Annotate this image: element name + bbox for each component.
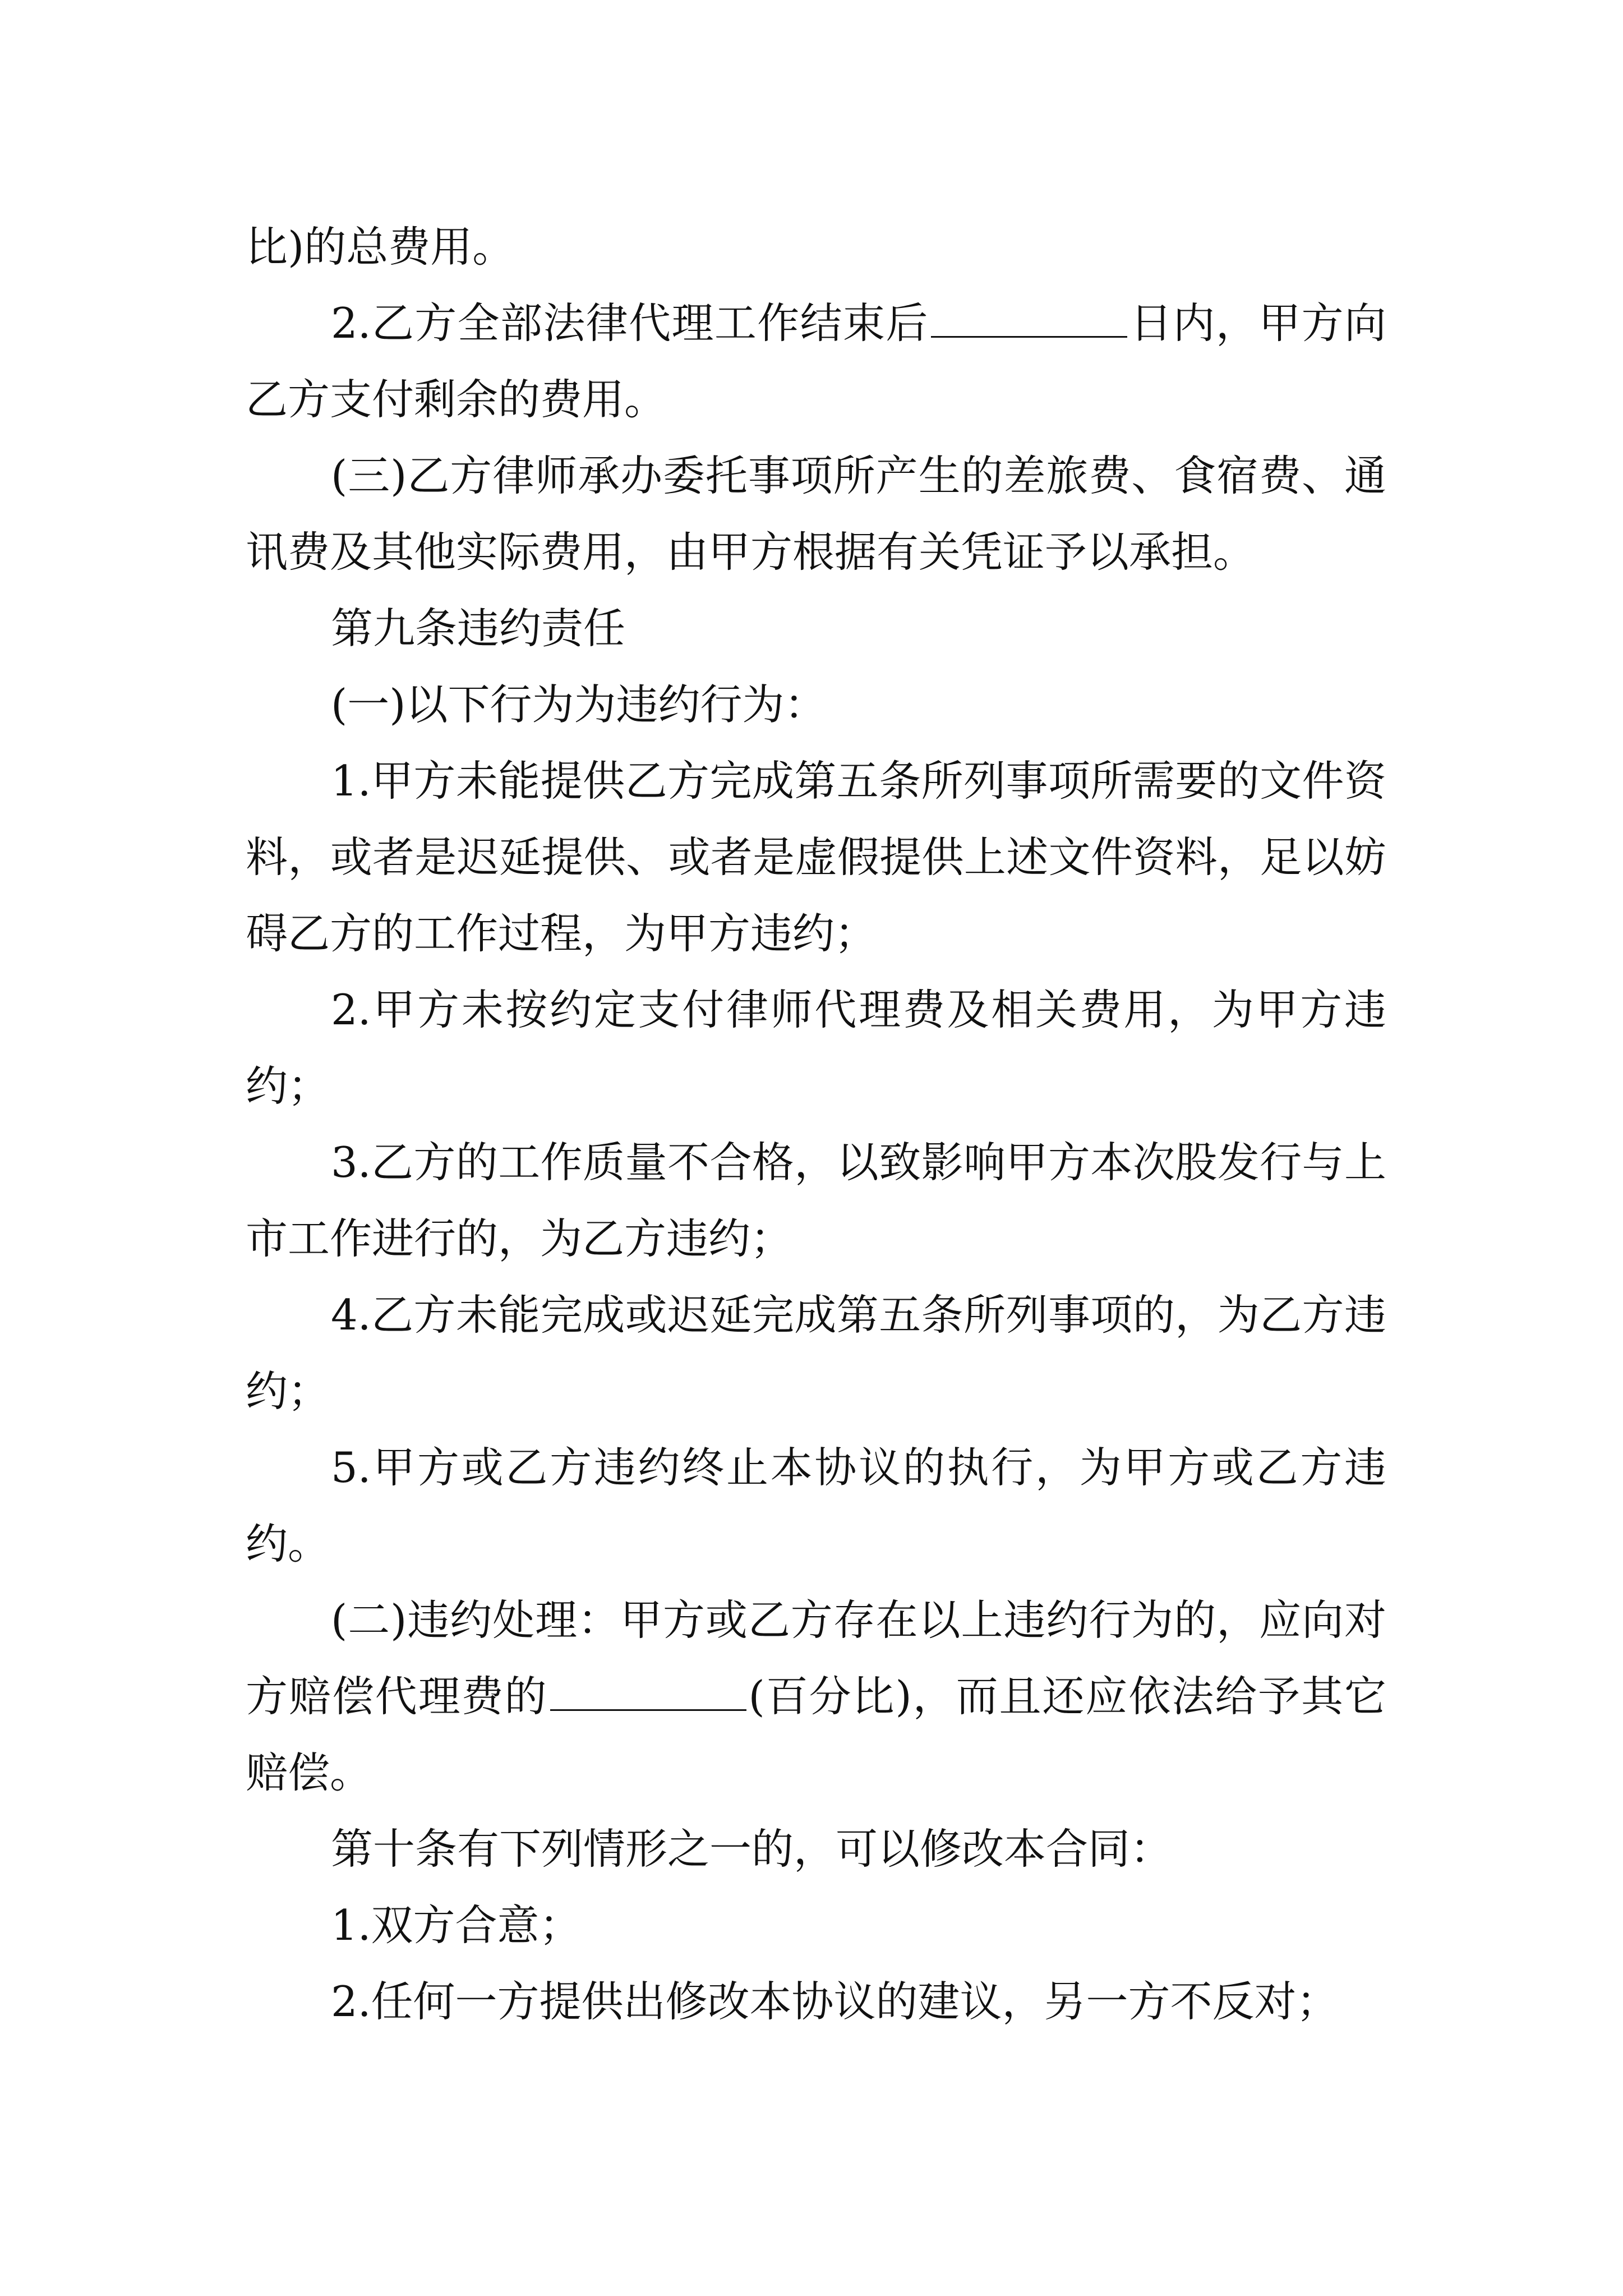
list-item-breach-2: 2.甲方未按约定支付律师代理费及相关费用，为甲方违约； (246, 985, 1386, 1111)
paragraph-breach-handling: (二)违约处理：甲方或乙方存在以上违约行为的，应向对方赔偿代理费的 (百分比)，而且还应依法给予其它赔偿。 (246, 1595, 1386, 1797)
list-item-modify-1: 1.双方合意； (331, 1901, 582, 1950)
blank-days-field (931, 294, 1127, 338)
list-item-breach-1: 1.甲方未能提供乙方完成第五条所列事项所需要的文件资料，或者是迟延提供、或者是虚假提供上述文件资料，足以妨碍乙方的工作过程，为甲方违约； (246, 756, 1386, 958)
list-item-breach-3: 3.乙方的工作质量不合格，以致影响甲方本次股发行与上市工作进行的，为乙方违约； (246, 1138, 1386, 1263)
contract-body (246, 209, 1386, 2040)
paragraph-breach-acts: (一)以下行为为违约行为： (331, 680, 827, 729)
blank-percentage-field (550, 1667, 746, 1711)
heading-article-ten: 第十条有下列情形之一的，可以修改本合同： (331, 1824, 1173, 1874)
list-item-breach-4: 4.乙方未能完成或迟延完成第五条所列事项的，为乙方违约； (246, 1290, 1386, 1416)
paragraph-expenses: (三)乙方律师承办委托事项所产生的差旅费、食宿费、通讯费及其他实际费用，由甲方根据有关凭证予以承担。 (246, 451, 1386, 577)
paragraph-remaining-payment: 2.乙方全部法律代理工作结束后 日内，甲方向乙方支付剩余的费用。 (246, 285, 1386, 438)
heading-article-nine: 第九条违约责任 (331, 604, 626, 653)
paragraph-fee-total: 比)的总费用。 (246, 222, 515, 272)
list-item-breach-5: 5.甲方或乙方违约终止本协议的执行，为甲方或乙方违约。 (246, 1443, 1386, 1568)
list-item-modify-2: 2.任何一方提供出修改本协议的建议，另一方不反对； (331, 1977, 1339, 2026)
